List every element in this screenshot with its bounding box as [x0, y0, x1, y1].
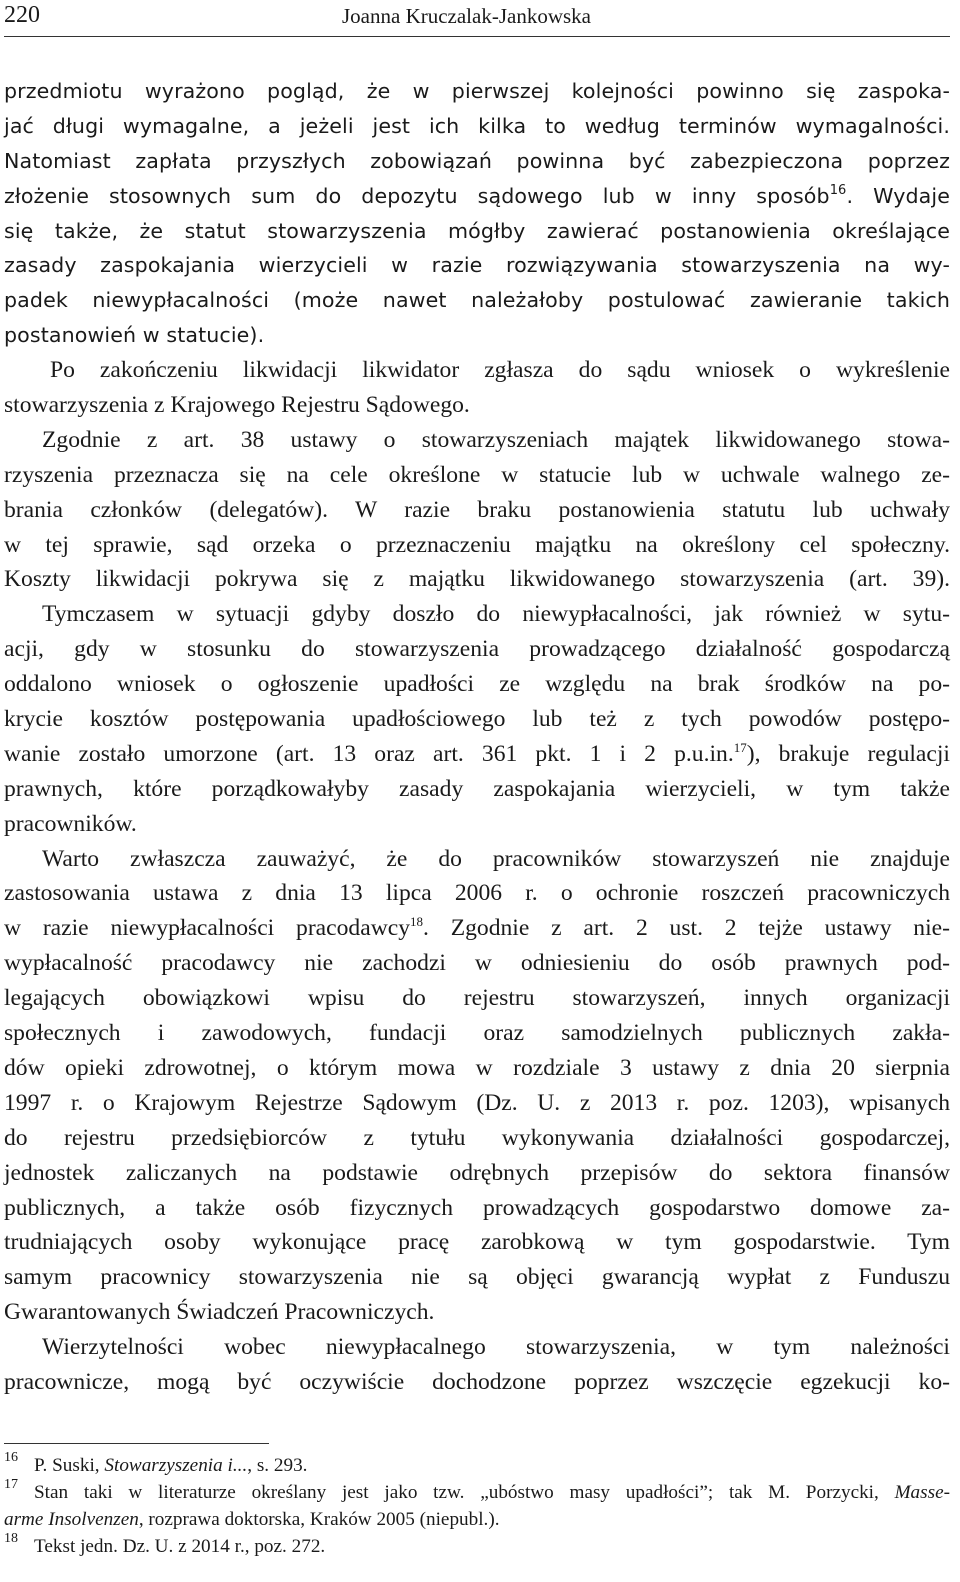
text-line [4, 911, 950, 946]
text-line: trudniających osoby wykonujące pracę zarobkową w tym gospodarstwie. Tym [4, 1229, 950, 1256]
page-header [4, 0, 950, 37]
paragraph [4, 597, 950, 841]
running-head: Joanna Kruczalak-Jankowska [342, 4, 591, 28]
footnote-divider [4, 1443, 269, 1444]
footnote-line [4, 1506, 950, 1533]
text-fragment: wanie zostało umorzone (art. 13 oraz art. 361 pkt. 1 i 2 p.u.in. [4, 740, 734, 767]
footnote-line [34, 1479, 950, 1506]
text-line: społecznych i zawodowych, fundacji oraz samodzielnych publicznych zakła- [4, 1020, 950, 1047]
text-fragment: w razie niewypłacalności pracodawcy [4, 915, 410, 942]
footnote-fragment: Stan taki w literaturze określany jest jako tzw. „ubóstwo masy upadłości”; tak M. Porzycki, [34, 1482, 895, 1503]
text-line: Koszty likwidacji pokrywa się z majątku likwidowanego stowarzyszenia (art. 39). [4, 566, 950, 593]
footnote-number: 17 [4, 1477, 18, 1492]
footnote-text [4, 1479, 950, 1506]
footnote-ref-16[interactable]: 16 [829, 182, 847, 198]
footnote-fragment: , s. 293. [247, 1455, 308, 1476]
text-line: samym pracownicy stowarzyszenia nie są objęci gwarancją wypłat z Funduszu [4, 1264, 950, 1291]
footnote-title: Masse- [894, 1482, 950, 1503]
paragraph [4, 842, 950, 1330]
text-fragment: ), brakuje regulacji [746, 740, 950, 767]
text-line: Warto zwłaszcza zauważyć, że do pracowników stowarzyszeń nie znajduje [42, 845, 950, 872]
footnote-text [4, 1452, 950, 1479]
text-line: padek niewypłacalności (może nawet należałoby postulować zawieranie takich [4, 288, 950, 313]
text-line: postanowień w statucie). [4, 323, 265, 348]
text-line: pracowników. [4, 810, 137, 837]
text-line: publicznych, a także osób fizycznych prowadzących gospodarstwo domowe za- [4, 1194, 950, 1221]
text-line: prawnych, które porządkowałyby zasady zaspokajania wierzycieli, w tym także [4, 775, 950, 802]
text-line: acji, gdy w stosunku do stowarzyszenia prowadzącego działalność gospodarczą [4, 636, 950, 663]
text-line: w tej sprawie, sąd orzeka o przeznaczeniu majątku na określony cel społeczny. [4, 531, 950, 558]
body-text [4, 74, 950, 1400]
text-line: zasady zaspokajania wierzycieli w razie rozwiązywania stowarzyszenia na wy- [4, 253, 950, 278]
text-line: rzyszenia przeznacza się na cele określone w statucie lub w uchwale walnego ze- [4, 461, 950, 488]
footnote-title: arme Insolvenzen [4, 1509, 139, 1530]
text-line: brania członków (delegatów). W razie braku postanowienia statutu lub uchwały [4, 496, 950, 523]
text-fragment: . Zgodnie z art. 2 ust. 2 tejże ustawy nie- [423, 915, 950, 942]
text-line: legających obowiązkowi wpisu do rejestru stowarzyszeń, innych organizacji [4, 985, 950, 1012]
text-line: wypłacalność pracodawcy nie zachodzi w odniesieniu do osób prawnych pod- [4, 950, 950, 977]
paragraph [4, 1330, 950, 1400]
text-line [4, 737, 950, 772]
text-line: oddalono wniosek o ogłoszenie upadłości ze względu na brak środków na po- [4, 671, 950, 698]
text-line: Wierzytelności wobec niewypłacalnego stowarzyszenia, w tym należności [42, 1334, 950, 1361]
text-line: stowarzyszenia z Krajowego Rejestru Sądowego. [4, 392, 470, 419]
text-line: jednostek zaliczanych na podstawie odrębnych przepisów do sektora finansów [4, 1159, 950, 1186]
text-line: Zgodnie z art. 38 ustawy o stowarzyszeniach majątek likwidowanego stowa- [42, 426, 950, 453]
text-line: przedmiotu wyrażono pogląd, że w pierwszej kolejności powinno się zaspoka- [4, 79, 950, 103]
text-line [4, 179, 950, 214]
footnote-16 [4, 1452, 950, 1479]
footnote-fragment: , rozprawa doktorska, Kraków 2005 (niepubl.). [138, 1509, 500, 1530]
text-line: Po zakończeniu likwidacji likwidator zgłasza do sądu wniosek o wykreślenie [50, 357, 950, 384]
text-line: pracownicze, mogą być oczywiście dochodzone poprzez wszczęcie egzekucji ko- [4, 1368, 950, 1395]
text-line: 1997 r. o Krajowym Rejestrze Sądowym (Dz. U. z 2013 r. poz. 1203), wpisanych [4, 1089, 950, 1116]
text-line: jać długi wymagalne, a jeżeli jest ich kilka to według terminów wymagalności. [4, 113, 950, 138]
text-line: Tymczasem w sytuacji gdyby doszło do niewypłacalności, jak również w sytu- [42, 601, 950, 628]
footnote-number: 16 [4, 1450, 18, 1465]
footnote-17 [4, 1479, 950, 1533]
paragraph [4, 353, 950, 423]
footnote-number: 18 [4, 1531, 18, 1546]
page [4, 0, 950, 1400]
text-line: krycie kosztów postępowania upadłościowego lub też z tych powodów postępo- [4, 706, 950, 733]
text-line: dów opieki zdrowotnej, o którym mowa w rozdziale 3 ustawy z dnia 20 sierpnia [4, 1054, 950, 1081]
footnote-18 [4, 1533, 950, 1560]
footnote-ref-18[interactable]: 18 [410, 914, 423, 930]
page-number: 220 [4, 2, 40, 28]
text-line: się także, że statut stowarzyszenia mógłby zawierać postanowienia określające [4, 218, 950, 243]
text-fragment: złożenie stosownych sum do depozytu sądowego lub w inny sposób [4, 183, 830, 208]
footnotes [4, 1452, 950, 1560]
text-line: Natomiast zapłata przyszłych zobowiązań powinna być zabezpieczona poprzez [4, 148, 950, 173]
text-line: do rejestru przedsiębiorców z tytułu wykonywania działalności gospodarczej, [4, 1124, 950, 1151]
footnote-title: Stowarzyszenia i... [104, 1455, 248, 1476]
footnote-fragment: P. Suski, [34, 1455, 105, 1476]
paragraph [4, 423, 950, 597]
text-line: zastosowania ustawa z dnia 13 lipca 2006 r. o ochronie roszczeń pracowniczych [4, 880, 950, 907]
paragraph [4, 74, 950, 353]
text-fragment: . Wydaje [846, 183, 950, 208]
footnote-ref-17[interactable]: 17 [733, 739, 747, 755]
footnote-text: Tekst jedn. Dz. U. z 2014 r., poz. 272. [34, 1536, 326, 1557]
text-line: Gwarantowanych Świadczeń Pracowniczych. [4, 1299, 435, 1326]
